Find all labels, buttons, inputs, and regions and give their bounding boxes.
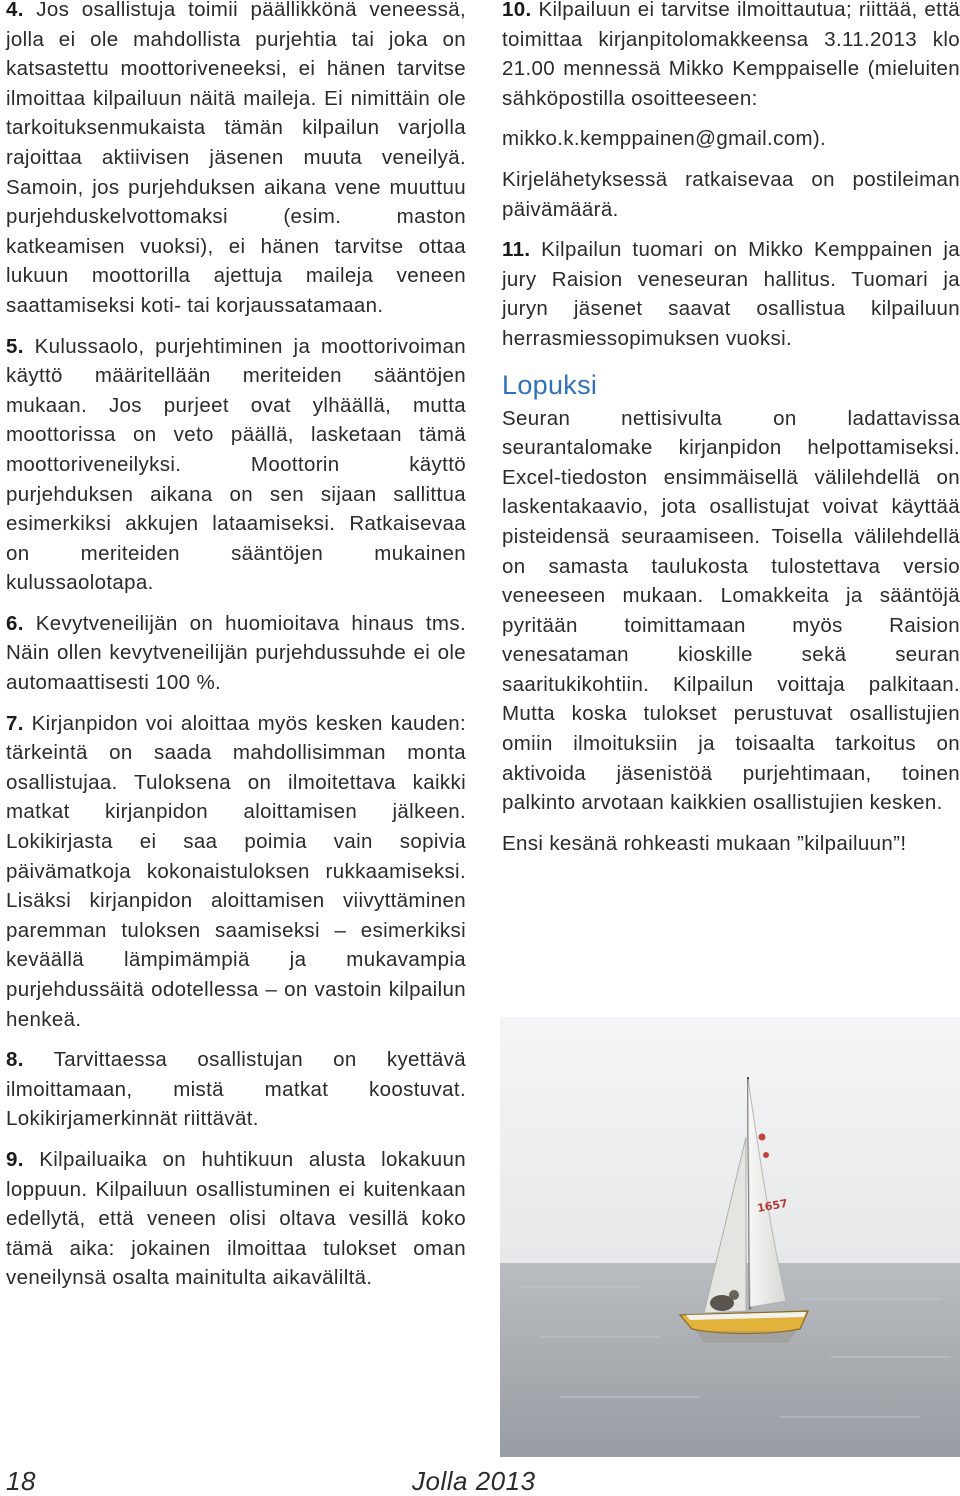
item-number: 9.	[6, 1147, 24, 1171]
rule-item-8	[6, 1045, 466, 1134]
item-text: Tarvittaessa osallistujan on kyettävä ilmoittamaan, mistä matkat koostuvat. Lokikirjamerkinnät riittävät.	[6, 1048, 466, 1131]
item-number: 11.	[502, 238, 531, 262]
page-number: 18	[6, 1466, 36, 1496]
item-text: Kulussaolo, purjehtiminen ja moottorivoiman käyttö määritellään meriteiden sääntöjen mukaan. Jos purjeet ovat ylhäällä, mutta moottorissa on veto päällä, lasketaan tämä moottoriveneilyksi. Moottorin käyttö purjehduksen aikana on sen sijaan sallittua esimerkiksi akkujen lataamiseksi. Ratkaisevaa on meriteiden sääntöjen mukainen kulussaolotapa.	[6, 334, 466, 595]
item-text: Kilpailun tuomari on Mikko Kemppainen ja jury Raision veneseuran hallitus. Tuomari ja juryn jäsenet saavat osallistua kilpailuun herrasmiessopimuksen vuoksi.	[502, 238, 960, 350]
closing-paragraph: Seuran nettisivulta on ladattavissa seurantalomake kirjanpidon helpottamiseksi. Excel-tiedoston ensimmäisellä välilehdellä on laskentakaavio, jota osallistujat voivat käyttää pisteidensä seuraamiseen. Toisella välilehdellä on samasta taulukosta tulostettava versio veneeseen mukaan. Lomakkeita ja sääntöjä pyritään toimittamaan myös Raision venesataman kioskille sekä seuran saaritukikohtiin. Kilpailun voittaja palkitaan. Mutta koska tulokset perustuvat osallistujien omiin ilmoituksiin ja toisaalta tarkoitus on aktivoida jäsenistöä purjehtimaan, toinen palkinto arvotaan kaikkien osallistujien kesken.	[502, 406, 960, 815]
sail-number: 1657	[756, 1196, 789, 1215]
item-number: 7.	[6, 711, 24, 735]
item-text: Kevytveneilijän on huomioitava hinaus tms. Näin ollen kevytveneilijän purjehdussuhde ei ole automaattisesti 100 %.	[6, 611, 466, 695]
right-column	[502, 0, 960, 858]
left-column	[6, 0, 466, 1293]
rule-item-11	[502, 235, 960, 353]
sailboat-photo	[500, 1017, 960, 1457]
item-text: Kirjanpidon voi aloittaa myös kesken kauden: tärkeintä on saada mahdollisimman monta osallistujaa. Tuloksena on ilmoitettava kaikki matkat kirjanpidon aloittamisen jälkeen. Lokikirjasta ei saa poimia vain sopivia päivämatkoja kokonaistuloksen rukkaamiseksi. Lisäksi kirjanpidon aloittamisen viivyttäminen paremman tuloksen saamiseksi – esimerkiksi keväällä lämpimämpiä ja mukavampia purjehdussäitä odotellessa – on vastoin kilpailun henkeä.	[6, 711, 467, 1031]
section-heading: Lopuksi	[502, 369, 598, 400]
rule-item-7	[6, 709, 466, 1035]
rule-item-9	[6, 1145, 466, 1293]
item-number: 4.	[6, 0, 24, 21]
item-text: Kilpailuun ei tarvitse ilmoittautua; riittää, että toimittaa kirjanpitolomakkeensa 3.11.2013 klo 21.00 mennessä Mikko Kemppaiselle (mieluiten sähköpostilla osoitteeseen:	[502, 0, 960, 110]
rule-item-4	[6, 0, 466, 321]
item-number: 8.	[6, 1048, 24, 1072]
rule-item-5	[6, 332, 466, 598]
postmark-note: Kirjelähetyksessä ratkaisevaa on postileiman päivämäärä.	[502, 167, 960, 221]
sign-off: Ensi kesänä rohkeasti mukaan ”kilpailuun”!	[502, 831, 907, 855]
item-number: 10.	[502, 0, 532, 21]
rule-item-6	[6, 609, 466, 698]
email-address: mikko.k.kemppainen@gmail.com).	[502, 127, 827, 151]
item-text: Jos osallistuja toimii päällikkönä veneessä, jolla ei ole mahdollista purjehtia tai joka on katsastettu moottoriveneeksi, ei hänen tarvitse ilmoittaa kilpailuun näitä maileja. Ei nimittäin ole tarkoituksenmukaista tämän kilpailun varjolla rajoittaa aktiivisen jäsenen muuta veneilyä. Samoin, jos purjehduksen aikana vene muuttuu purjehduskelvottomaksi (esim. maston katkeamisen vuoksi), ei hänen tarvitse ottaa lukuun moottorilla ajettuja maileja veneen saattamiseksi koti- tai korjaussatamaan.	[6, 0, 466, 317]
publication-name: Jolla 2013	[412, 1466, 536, 1496]
item-number: 5.	[6, 334, 24, 358]
item-text: Kilpailuaika on huhtikuun alusta lokakuun loppuun. Kilpailuun osallistuminen ei kuitenkaan edellytä, että veneen olisi oltava vesillä koko tämä aika: jokainen ilmoittaa tulokset oman veneilynsä osalta mainitulta aikaväliltä.	[6, 1147, 466, 1290]
rule-item-10	[502, 0, 960, 113]
item-number: 6.	[6, 611, 24, 635]
